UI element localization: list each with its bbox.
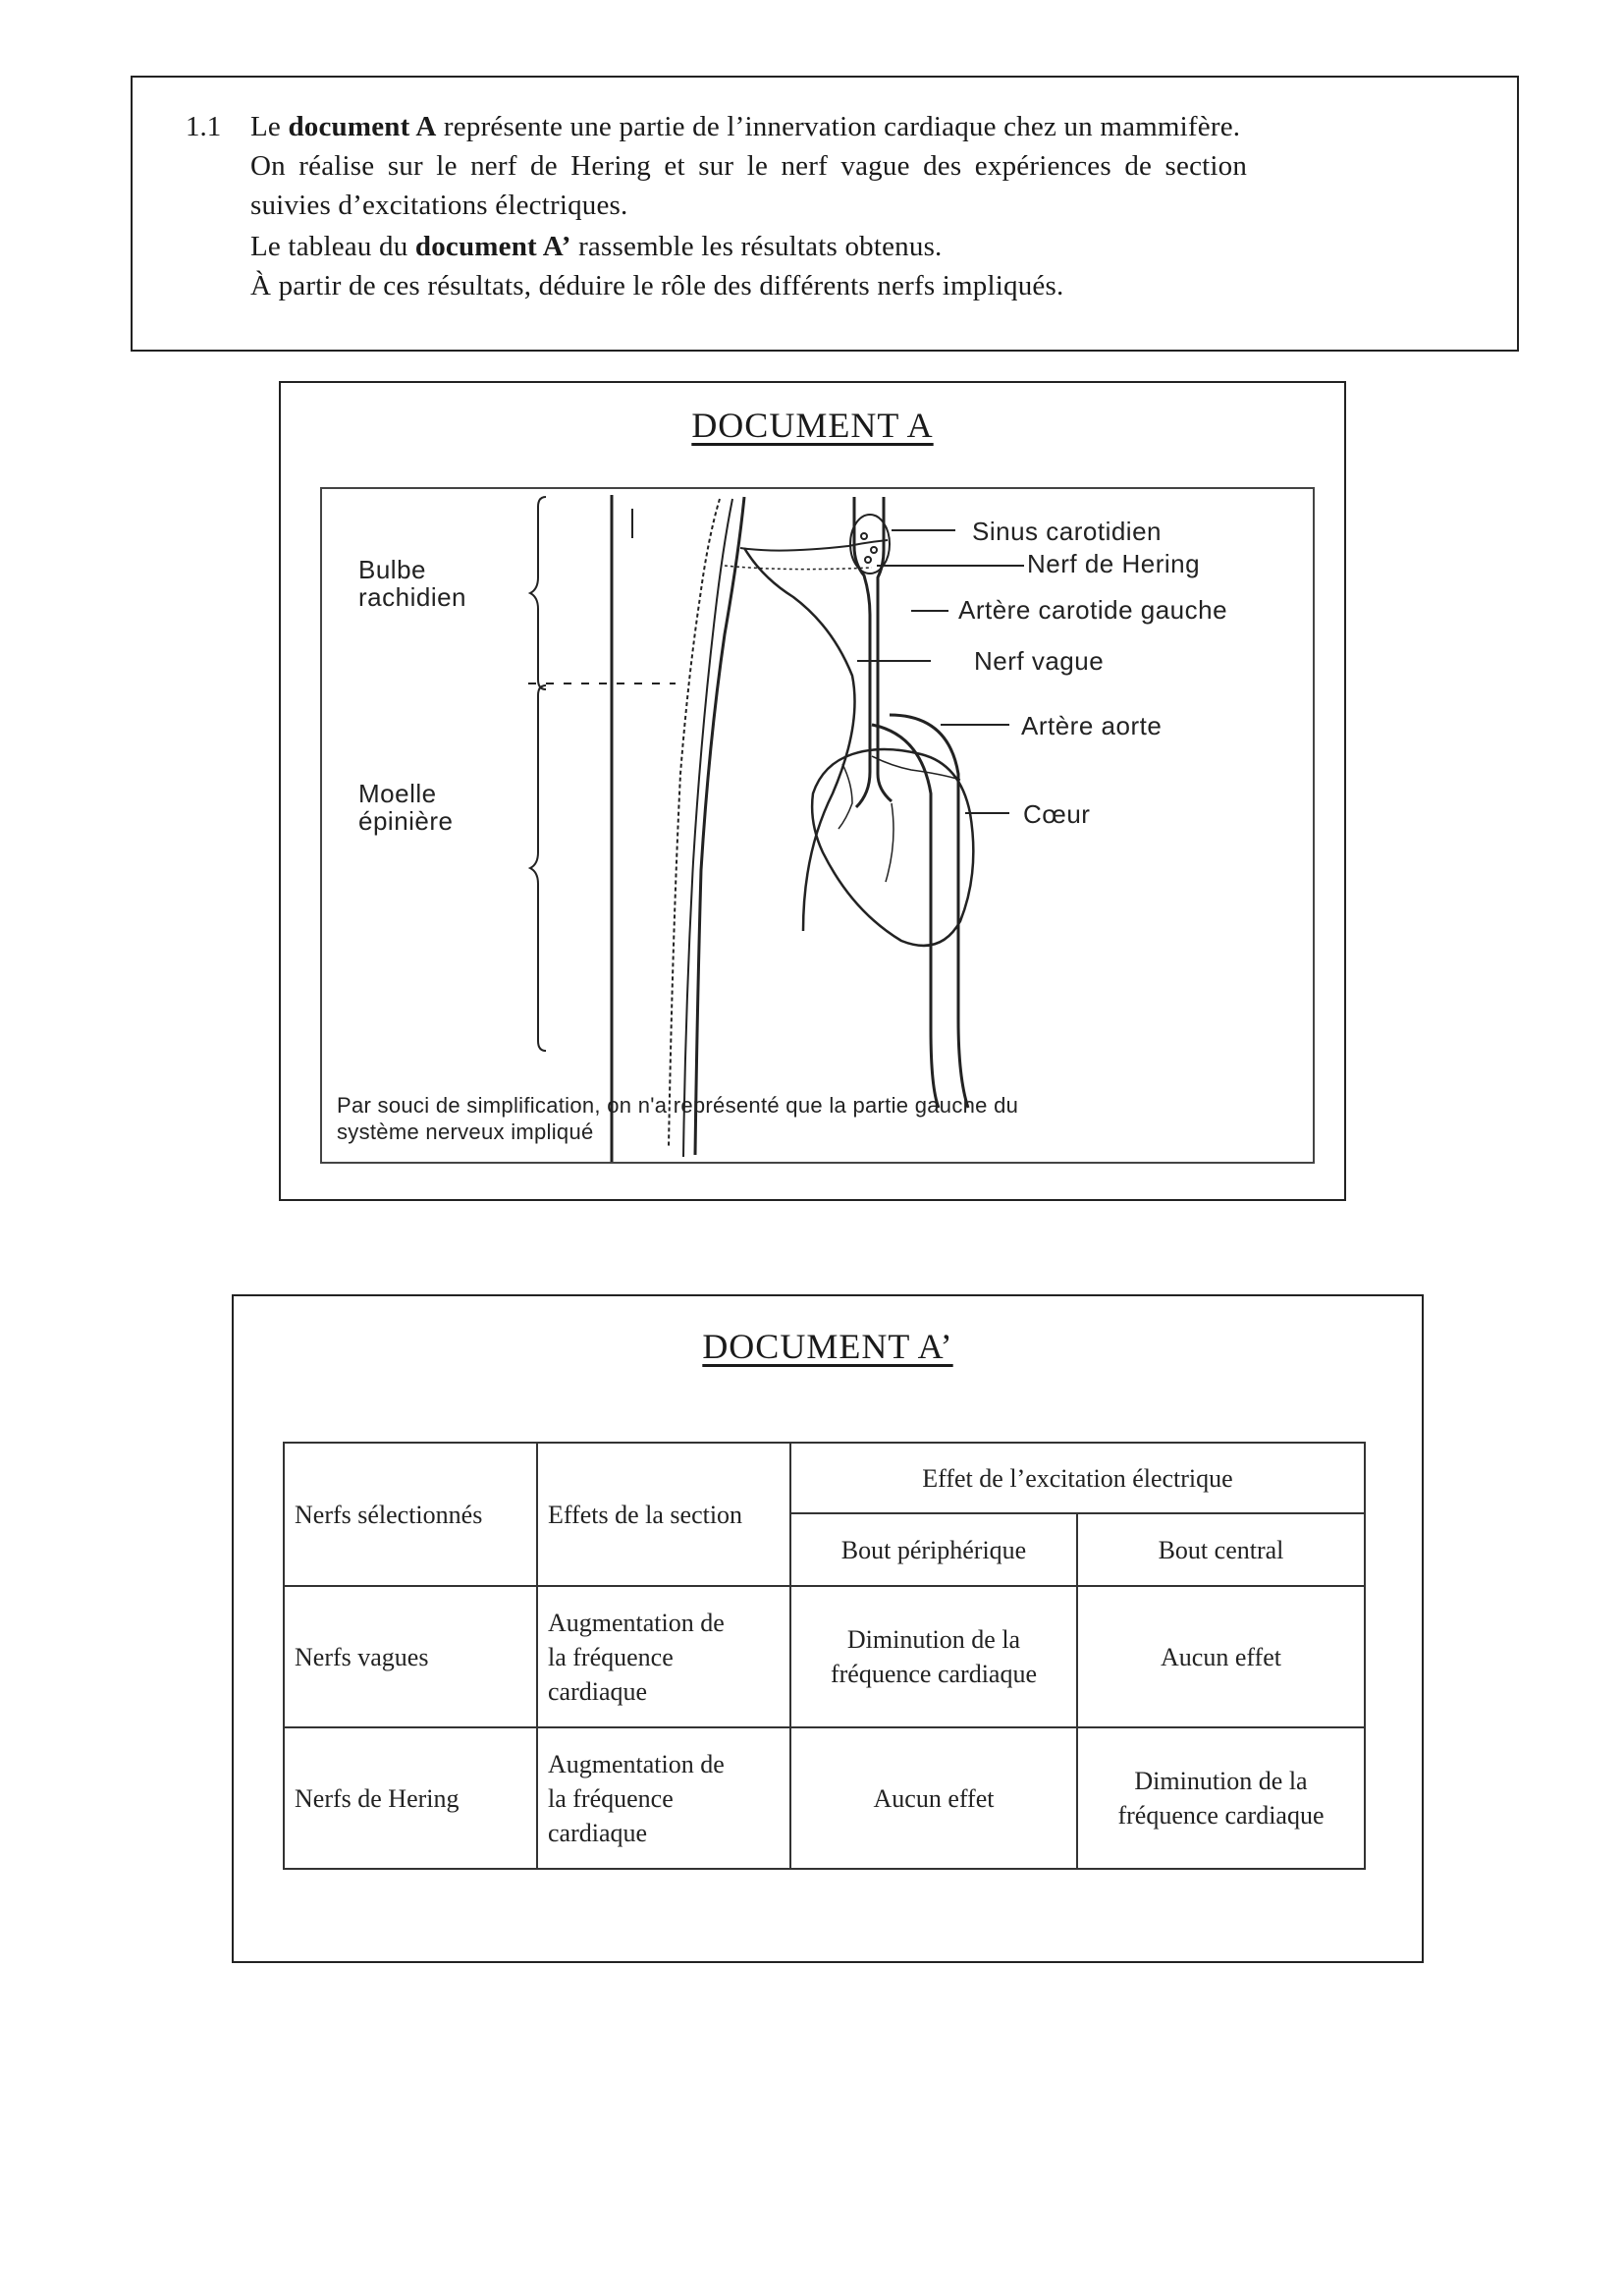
document-a-box [279,381,1346,1201]
label-coeur: Cœur [1023,799,1091,829]
label-artere-carotide: Artère carotide gauche [958,595,1228,625]
question-line-4 [250,228,943,265]
innervation-diagram [320,487,1315,1164]
row-central: Aucun effet [1077,1586,1365,1727]
question-box [131,76,1519,352]
header-excitation: Effet de l’excitation électrique [790,1443,1365,1513]
document-a2-ref: document A’ [414,231,571,262]
question-line-3: suivies d’excitations électriques. [250,190,628,221]
label-nerf-vague: Nerf vague [974,646,1105,676]
question-text: rassemble les résultats obtenus. [570,231,943,262]
header-section: Effets de la section [537,1443,790,1586]
row-peripherique: Diminution de la fréquence cardiaque [790,1586,1077,1727]
document-a2-box [232,1294,1424,1963]
question-line-2: On réalise sur le nerf de Hering et sur le nerf vague des expériences de section [250,150,1248,182]
simplification-note: Par souci de simplification, on n'a représenté que la partie gauche du système nerveux impliqué [337,1093,1019,1144]
innervation-drawing [322,489,1313,1162]
question-line-5: À partir de ces résultats, déduire le rôle des différents nerfs impliqués. [250,270,1064,301]
document-a-ref: document A [288,111,437,142]
document-a-title: DOCUMENT A [691,406,934,445]
row-nerf: Nerfs vagues [284,1586,537,1727]
table-row [284,1727,1365,1869]
document-a2-title: DOCUMENT A’ [702,1327,953,1366]
results-table [283,1442,1366,1870]
label-artere-aorte: Artère aorte [1021,711,1163,740]
table-header-row [284,1443,1365,1513]
row-nerf: Nerfs de Hering [284,1727,537,1869]
header-peripherique: Bout périphérique [790,1513,1077,1586]
label-bulbe-rachidien: Bulbe rachidien [358,555,467,612]
label-moelle-epiniere: Moelle épinière [358,779,454,836]
question-line-1 [250,108,1240,145]
question-text: représente une partie de l’innervation cardiaque chez un mammifère. [436,111,1241,142]
label-sinus-carotidien: Sinus carotidien [972,517,1162,546]
table-row [284,1586,1365,1727]
row-central: Diminution de la fréquence cardiaque [1077,1727,1365,1869]
question-number: 1.1 [186,111,222,142]
question-text: Le tableau du [250,231,415,262]
header-nerfs: Nerfs sélectionnés [284,1443,537,1586]
row-section: Augmentation de la fréquence cardiaque [537,1586,790,1727]
label-nerf-de-hering: Nerf de Hering [1027,549,1201,578]
row-peripherique: Aucun effet [790,1727,1077,1869]
header-central: Bout central [1077,1513,1365,1586]
row-section: Augmentation de la fréquence cardiaque [537,1727,790,1869]
question-text: Le [250,111,289,142]
